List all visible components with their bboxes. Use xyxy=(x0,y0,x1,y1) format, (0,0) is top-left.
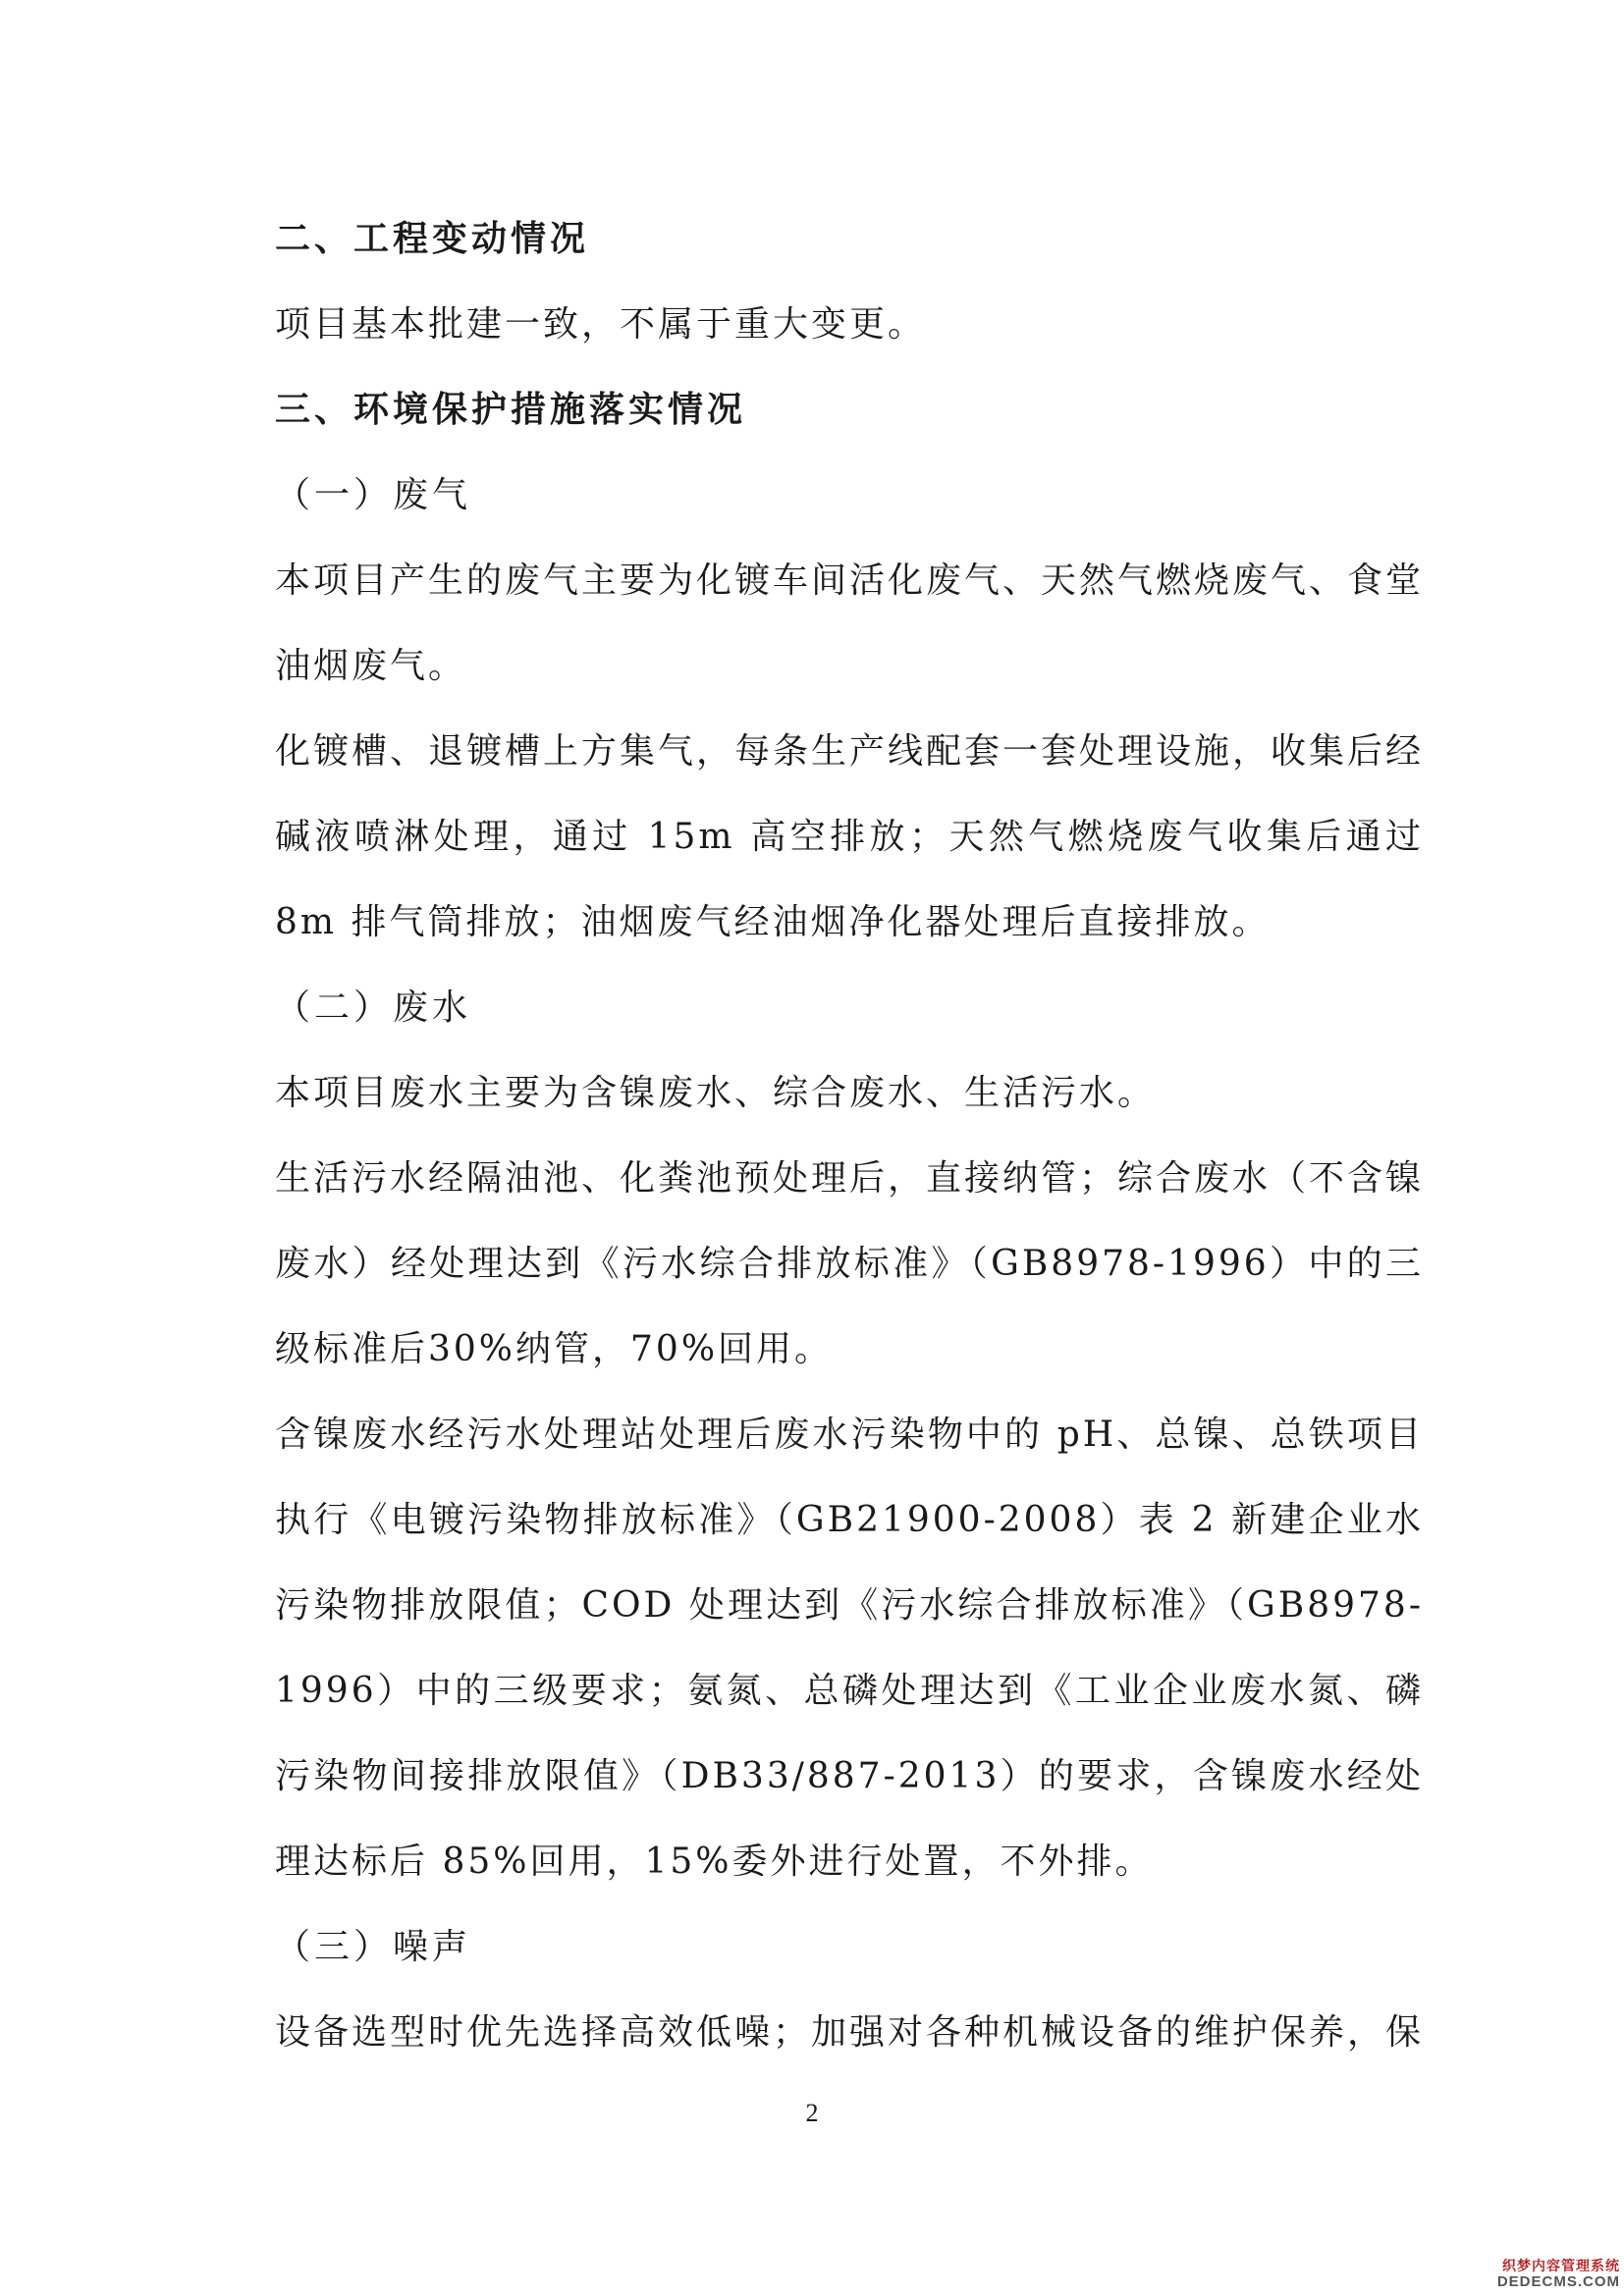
subsection-1-paragraph-2: 化镀槽、退镀槽上方集气，每条生产线配套一套处理设施，收集后经碱液喷淋处理，通过 15m 高空排放；天然气燃烧废气收集后通过 8m 排气筒排放；油烟废气经油烟净化器处理后直接排放。 xyxy=(275,731,1425,942)
section-2-heading: 二、工程变动情况 xyxy=(275,218,590,259)
page-number: 2 xyxy=(805,2099,819,2127)
watermark-logo xyxy=(1497,2259,1620,2290)
section-2-body: 项目基本批建一致，不属于重大变更。 xyxy=(275,304,927,345)
subsection-2-paragraph-1: 本项目废水主要为含镍废水、综合废水、生活污水。 xyxy=(275,1073,1157,1113)
subsection-3-paragraph-1: 设备选型时优先选择高效低噪；加强对各种机械设备的维护保养，保 xyxy=(275,2012,1425,2053)
subsection-2-paragraph-2: 生活污水经隔油池、化粪池预处理后，直接纳管；综合废水（不含镍废水）经处理达到《污水综合排放标准》（GB8978-1996）中的三级标准后30%纳管，70%回用。 xyxy=(275,1158,1425,1369)
subsection-3-heading: （三）噪声 xyxy=(275,1927,472,1967)
subsection-1-paragraph-1: 本项目产生的废气主要为化镀车间活化废气、天然气燃烧废气、食堂油烟废气。 xyxy=(275,561,1425,686)
section-3-heading: 三、环境保护措施落实情况 xyxy=(275,389,747,430)
subsection-2-heading: （二）废水 xyxy=(275,988,472,1028)
watermark-line-2: DEDECMS.COM xyxy=(1496,2272,1620,2290)
subsection-1-heading: （一）废气 xyxy=(275,475,472,515)
watermark-line-1: 织梦内容管理系统 xyxy=(1502,2258,1620,2274)
subsection-2-paragraph-3: 含镍废水经污水处理站处理后废水污染物中的 pH、总镍、总铁项目执行《电镀污染物排放标准》（GB21900-2008）表 2 新建企业水污染物排放限值；COD 处理达到《污水综合排放标准》（GB8978-1996）中的三级要求；氨氮、总磷处理达到《工业企业废水氮、磷污染物间接排放限值》（DB33/887-2013）的要求，含镍废水经处理达标后 85%回用，15%委外进行处置，不外排。 xyxy=(275,1415,1424,1882)
